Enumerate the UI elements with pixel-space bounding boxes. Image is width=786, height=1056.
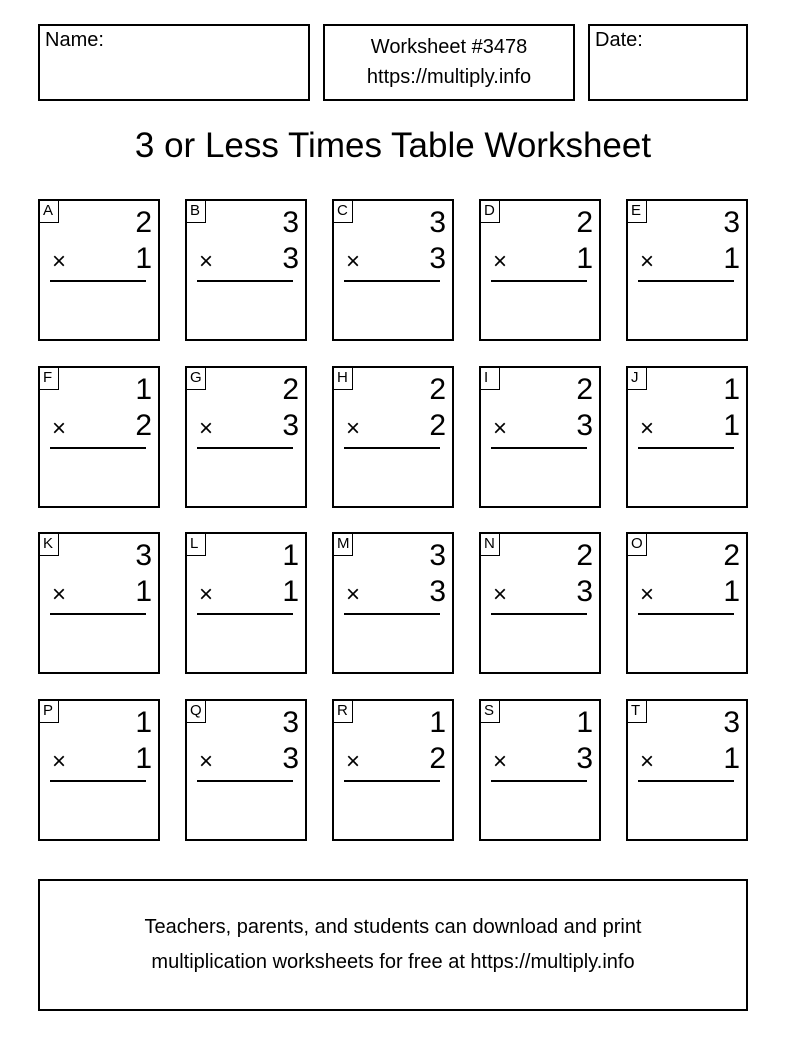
problem-letter: H xyxy=(333,367,353,390)
multiply-sign: × xyxy=(199,748,214,775)
problem-card[interactable] xyxy=(185,366,307,508)
multiplier: 1 xyxy=(135,742,152,775)
problem-card[interactable] xyxy=(332,199,454,341)
multiply-sign: × xyxy=(346,248,361,275)
answer-line xyxy=(638,613,734,615)
problem-letter: E xyxy=(627,200,647,223)
multiplicand: 2 xyxy=(576,206,593,239)
multiplicand: 2 xyxy=(282,373,299,406)
problem-card[interactable] xyxy=(479,366,601,508)
multiply-sign: × xyxy=(346,415,361,442)
multiplier: 3 xyxy=(282,409,299,442)
multiplier: 1 xyxy=(135,575,152,608)
multiplier: 3 xyxy=(282,242,299,275)
multiplier: 2 xyxy=(135,409,152,442)
problem-card[interactable] xyxy=(38,199,160,341)
answer-line xyxy=(638,780,734,782)
problem-card[interactable] xyxy=(479,532,601,674)
multiplier: 3 xyxy=(576,575,593,608)
multiplicand: 1 xyxy=(576,706,593,739)
problem-letter: L xyxy=(186,533,206,556)
answer-line xyxy=(344,280,440,282)
problem-card[interactable] xyxy=(479,699,601,841)
problem-card[interactable] xyxy=(185,699,307,841)
multiplicand: 1 xyxy=(135,373,152,406)
problem-letter: K xyxy=(39,533,59,556)
problem-letter: F xyxy=(39,367,59,390)
problem-letter: I xyxy=(480,367,500,390)
problem-letter: B xyxy=(186,200,206,223)
answer-line xyxy=(197,780,293,782)
multiplicand: 3 xyxy=(429,206,446,239)
problem-letter: N xyxy=(480,533,500,556)
problem-letter: T xyxy=(627,700,647,723)
answer-line xyxy=(638,447,734,449)
multiplier: 1 xyxy=(723,742,740,775)
problem-letter: P xyxy=(39,700,59,723)
multiplicand: 2 xyxy=(723,539,740,572)
multiply-sign: × xyxy=(640,415,655,442)
multiply-sign: × xyxy=(199,415,214,442)
answer-line xyxy=(491,613,587,615)
answer-line xyxy=(50,280,146,282)
problem-letter: Q xyxy=(186,700,206,723)
problem-letter: A xyxy=(39,200,59,223)
multiply-sign: × xyxy=(640,248,655,275)
problem-card[interactable] xyxy=(479,199,601,341)
answer-line xyxy=(197,280,293,282)
problem-card[interactable] xyxy=(38,699,160,841)
problem-card[interactable] xyxy=(185,199,307,341)
multiplier: 1 xyxy=(723,242,740,275)
multiply-sign: × xyxy=(52,248,67,275)
multiplier: 3 xyxy=(282,742,299,775)
worksheet-number: Worksheet #3478 xyxy=(370,36,528,58)
answer-line xyxy=(344,447,440,449)
problem-card[interactable] xyxy=(332,532,454,674)
answer-line xyxy=(638,280,734,282)
problem-card[interactable] xyxy=(626,699,748,841)
problem-letter: D xyxy=(480,200,500,223)
multiplier: 1 xyxy=(723,575,740,608)
problem-card[interactable] xyxy=(626,366,748,508)
multiply-sign: × xyxy=(52,415,67,442)
problem-letter: M xyxy=(333,533,353,556)
multiplicand: 3 xyxy=(429,539,446,572)
answer-line xyxy=(491,780,587,782)
multiply-sign: × xyxy=(199,248,214,275)
problem-card[interactable] xyxy=(332,699,454,841)
answer-line xyxy=(344,780,440,782)
problem-letter: J xyxy=(627,367,647,390)
problem-letter: O xyxy=(627,533,647,556)
multiply-sign: × xyxy=(493,248,508,275)
multiply-sign: × xyxy=(346,748,361,775)
multiplicand: 2 xyxy=(429,373,446,406)
multiplicand: 3 xyxy=(282,706,299,739)
multiplicand: 2 xyxy=(576,373,593,406)
multiply-sign: × xyxy=(346,581,361,608)
problem-letter: R xyxy=(333,700,353,723)
multiply-sign: × xyxy=(199,581,214,608)
problem-card[interactable] xyxy=(332,366,454,508)
multiplicand: 3 xyxy=(135,539,152,572)
answer-line xyxy=(491,280,587,282)
multiply-sign: × xyxy=(640,581,655,608)
date-label: Date: xyxy=(595,29,643,51)
answer-line xyxy=(491,447,587,449)
worksheet-url: https://multiply.info xyxy=(366,66,532,88)
multiply-sign: × xyxy=(493,748,508,775)
multiplicand: 1 xyxy=(723,373,740,406)
problem-letter: C xyxy=(333,200,353,223)
multiplier: 3 xyxy=(576,742,593,775)
multiplicand: 1 xyxy=(135,706,152,739)
answer-line xyxy=(50,780,146,782)
problem-letter: S xyxy=(480,700,500,723)
problem-card[interactable] xyxy=(185,532,307,674)
multiplier: 1 xyxy=(135,242,152,275)
multiplicand: 2 xyxy=(576,539,593,572)
answer-line xyxy=(344,613,440,615)
multiplicand: 3 xyxy=(282,206,299,239)
multiplier: 2 xyxy=(429,742,446,775)
problem-card[interactable] xyxy=(38,366,160,508)
problem-card[interactable] xyxy=(38,532,160,674)
answer-line xyxy=(197,447,293,449)
multiplicand: 2 xyxy=(135,206,152,239)
name-label: Name: xyxy=(45,29,104,51)
problem-card[interactable] xyxy=(626,199,748,341)
multiply-sign: × xyxy=(640,748,655,775)
answer-line xyxy=(50,613,146,615)
answer-line xyxy=(197,613,293,615)
multiplicand: 1 xyxy=(429,706,446,739)
multiplier: 3 xyxy=(429,575,446,608)
multiply-sign: × xyxy=(493,415,508,442)
problem-letter: G xyxy=(186,367,206,390)
multiplier: 1 xyxy=(282,575,299,608)
multiply-sign: × xyxy=(52,748,67,775)
multiplier: 3 xyxy=(429,242,446,275)
multiplicand: 3 xyxy=(723,206,740,239)
multiplicand: 3 xyxy=(723,706,740,739)
multiplicand: 1 xyxy=(282,539,299,572)
problem-card[interactable] xyxy=(626,532,748,674)
footer-box xyxy=(38,879,748,1011)
answer-line xyxy=(50,447,146,449)
multiplier: 1 xyxy=(723,409,740,442)
footer-line-2: multiplication worksheets for free at https://multiply.info xyxy=(151,951,635,973)
multiply-sign: × xyxy=(493,581,508,608)
footer-line-1: Teachers, parents, and students can download and print xyxy=(144,916,642,938)
multiplier: 2 xyxy=(429,409,446,442)
page-title: 3 or Less Times Table Worksheet xyxy=(134,126,652,165)
multiplier: 3 xyxy=(576,409,593,442)
multiply-sign: × xyxy=(52,581,67,608)
multiplier: 1 xyxy=(576,242,593,275)
